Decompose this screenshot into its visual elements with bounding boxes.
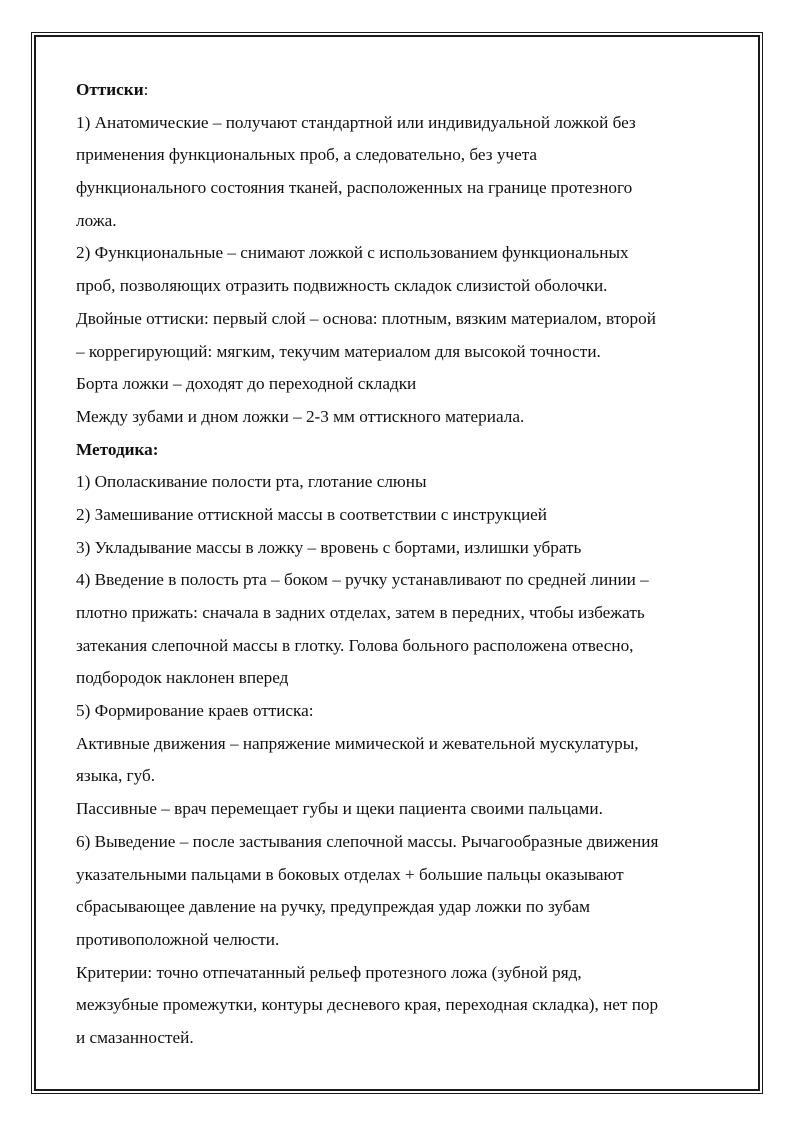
text-line: и смазанностей. bbox=[76, 1027, 194, 1047]
text-line: 3) Укладывание массы в ложку – вровень с бортами, излишки убрать bbox=[76, 537, 582, 557]
text-line: применения функциональных проб, а следовательно, без учета bbox=[76, 145, 538, 165]
text-line: 4) Введение в полость рта – боком – ручку устанавливают по средней линии – bbox=[76, 570, 649, 590]
heading-impressions: Оттиски bbox=[76, 80, 144, 99]
text-line: указательными пальцами в боковых отделах + большие пальцы оказывают bbox=[76, 864, 624, 884]
text-line: 2) Функциональные – снимают ложкой с использованием функциональных bbox=[76, 243, 629, 263]
text-line: 1) Ополаскивание полости рта, глотание слюны bbox=[76, 472, 427, 492]
text-line: – коррегирующий: мягким, текучим материалом для высокой точности. bbox=[76, 341, 601, 361]
text-line: 2) Замешивание оттискной массы в соответствии с инструкцией bbox=[76, 504, 548, 524]
heading-method: Методика: bbox=[76, 439, 159, 459]
text-line: Между зубами и дном ложки – 2-3 мм оттискного материала. bbox=[76, 406, 525, 426]
document-body bbox=[76, 74, 736, 1055]
text-line: проб, позволяющих отразить подвижность складок слизистой оболочки. bbox=[76, 276, 608, 296]
text-line: 5) Формирование краев оттиска: bbox=[76, 701, 314, 721]
text-line: 1) Анатомические – получают стандартной или индивидуальной ложкой без bbox=[76, 112, 636, 132]
text-line: межзубные промежутки, контуры десневого края, переходная складка), нет пор bbox=[76, 995, 659, 1015]
text-line: Двойные оттиски: первый слой – основа: плотным, вязким материалом, второй bbox=[76, 308, 656, 328]
text-line: подбородок наклонен вперед bbox=[76, 668, 289, 688]
heading-impressions-line bbox=[76, 74, 736, 107]
text-line: 6) Выведение – после застывания слепочной массы. Рычагообразные движения bbox=[76, 831, 659, 851]
text-line: функционального состояния тканей, расположенных на границе протезного bbox=[76, 178, 633, 198]
text-line: Критерии: точно отпечатанный рельеф протезного ложа (зубной ряд, bbox=[76, 962, 582, 982]
heading-impressions-colon: : bbox=[143, 80, 149, 99]
text-line: ложа. bbox=[76, 210, 117, 230]
text-line: Борта ложки – доходят до переходной складки bbox=[76, 374, 417, 394]
text-line: языка, губ. bbox=[76, 766, 156, 786]
text-line: Пассивные – врач перемещает губы и щеки пациента своими пальцами. bbox=[76, 799, 603, 819]
text-line: противоположной челюсти. bbox=[76, 929, 280, 949]
text-line: плотно прижать: сначала в задних отделах, затем в передних, чтобы избежать bbox=[76, 603, 645, 622]
text-line: затекания слепочной массы в глотку. Голова больного расположена отвесно, bbox=[76, 635, 634, 655]
text-line: Активные движения – напряжение мимической и жевательной мускулатуры, bbox=[76, 733, 639, 753]
text-line: сбрасывающее давление на ручку, предупреждая удар ложки по зубам bbox=[76, 897, 590, 917]
